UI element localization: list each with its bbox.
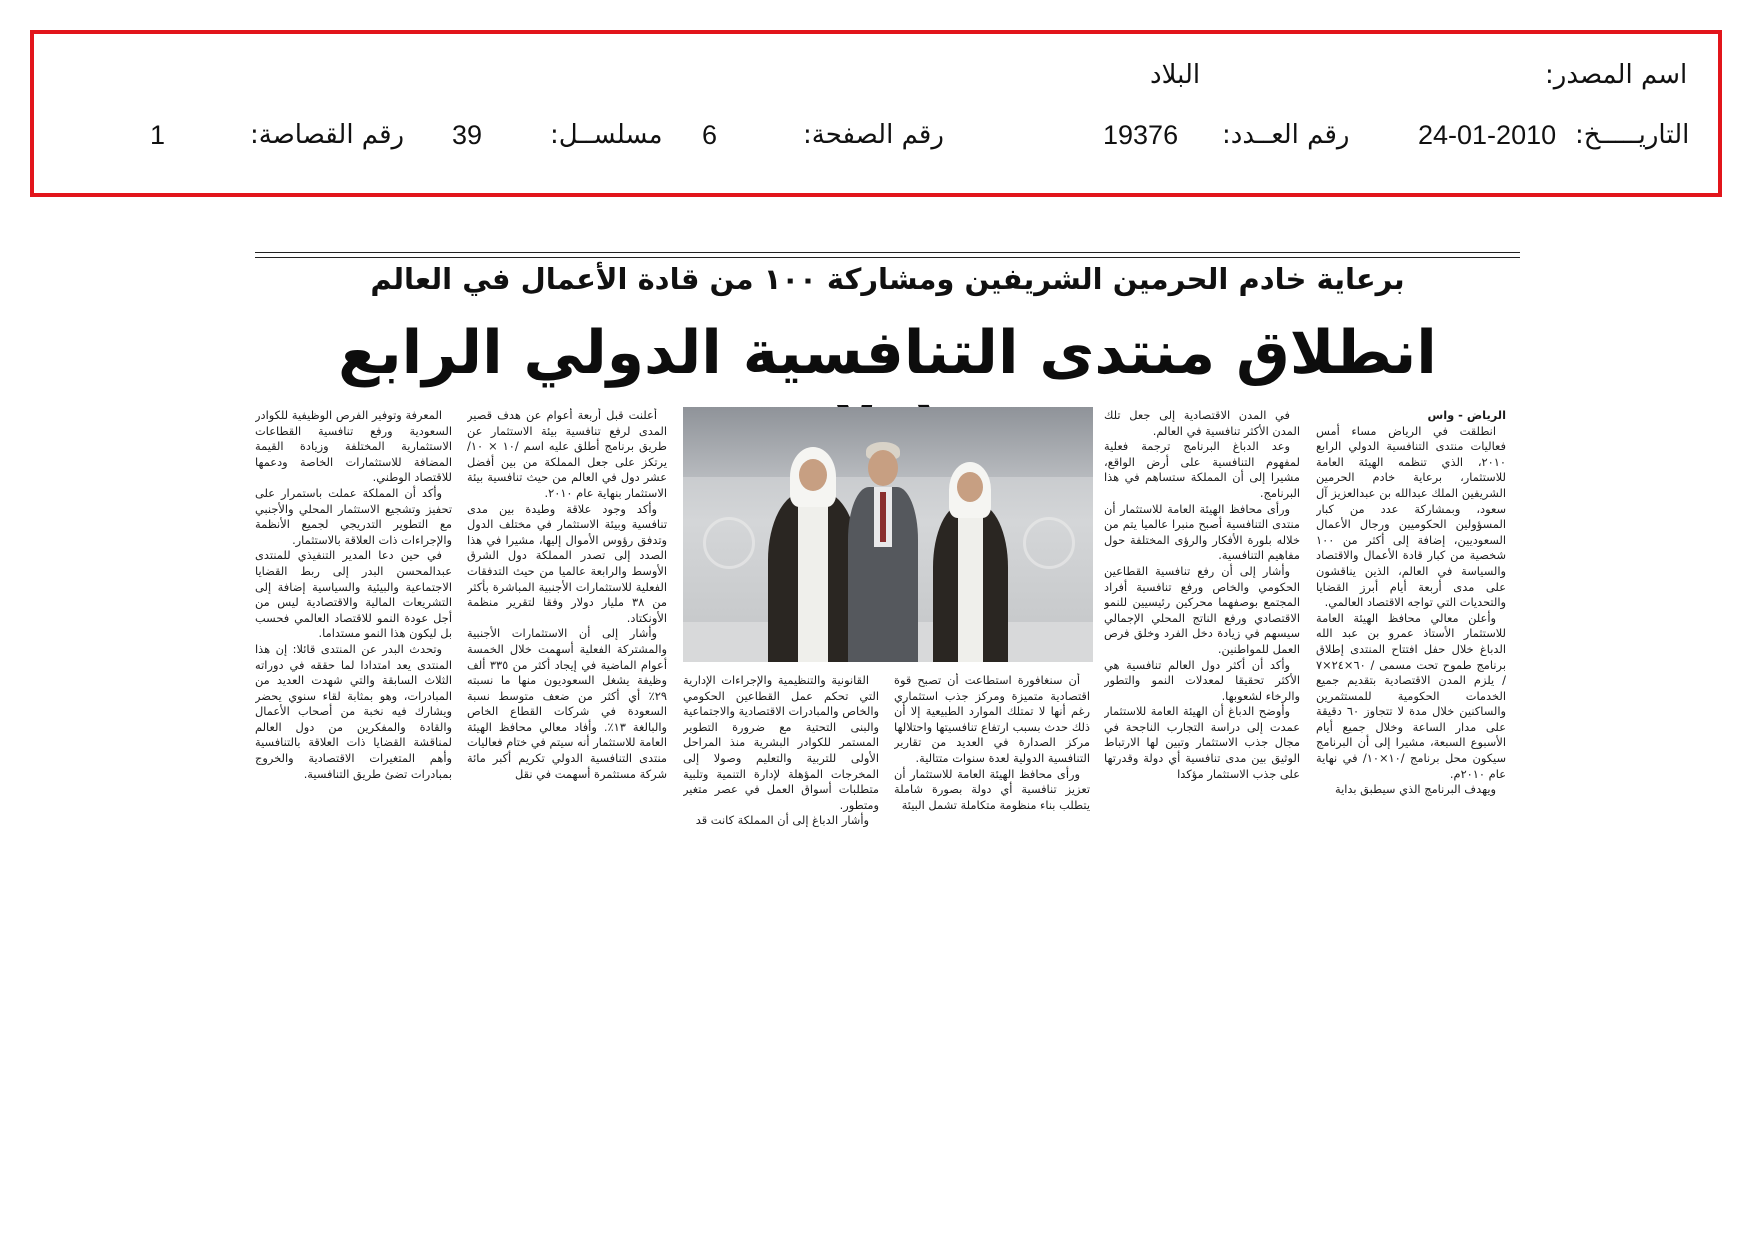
paragraph: وأعلن معالي محافظ الهيئة العامة للاستثمار الأستاذ عمرو بن عبد الله الدباغ خلال حفل افتتاح المنتدى إطلاق برنامج طموح تحت مسمى / ٦٠×٢٤×٧ / يلزم المدن الاقتصادية بتقديم جميع الخدمات الحكومية للمستثمرين والساكنين خلال مدة لا تتجاوز ٦٠ دقيقة على مدار الساعة وخلال جميع أيام الأسبوع السبعة، مشيرا إلى أن البرنامج سيكون محل برنامج /١٠×١٠/ في نهاية عام ٢٠١٠م. bbox=[1316, 610, 1506, 781]
paragraph: في المدن الاقتصادية إلى جعل تلك المدن الأكثر تنافسية في العالم. bbox=[1104, 408, 1300, 438]
paragraph: ويهدف البرنامج الذي سيطبق بداية bbox=[1334, 782, 1496, 797]
paragraph: انطلقت في الرياض مساء أمس فعاليات منتدى التنافسية الدولي الرابع ٢٠١٠، الذي تنظمه الهيئة العامة للاستثمار، برعاية خادم الحرمين الشريفين الملك عبدالله بن عبدالعزيز آل سعود، وبمشاركة عدد من كبار المسؤولين الحكوميين ورجال الأعمال السعوديين، إضافة إلى أكثر من ١٠٠ شخصية من كبار قادة الأعمال والاقتصاد والسياسة في العالم، الذين يناقشون على مدى أربعة أيام أبرز القضايا والتحديات التي تواجه الاقتصاد العالمي. bbox=[1316, 423, 1506, 610]
page-value: 6 bbox=[702, 120, 718, 150]
backdrop-logo bbox=[703, 517, 755, 569]
paragraph: المعرفة وتوفير الفرص الوظيفية للكوادر السعودية ورفع تنافسية القطاعات الاستثمارية المختلفة وزيادة القيمة المضافة للاستثمارات الخاصة ودعمها للاقتصاد الوطني. bbox=[255, 408, 452, 485]
serial-label: مسلســل: bbox=[550, 120, 663, 150]
paragraph: وأشار الدباغ إلى أن المملكة كانت قد bbox=[695, 813, 869, 828]
article-column-3 bbox=[894, 673, 1090, 853]
paragraph: أن سنغافورة استطاعت أن تصبح قوة اقتصادية متميزة ومركز جذب استثماري رغم أنها لا تمتلك الموارد الطبيعية إلا أن ذلك حدث بسبب ارتفاع تنافسيتها واحتلالها مركز الصدارة في العديد من تقارير التنافسية الدولية لعدة سنوات متتالية. bbox=[894, 673, 1090, 765]
page-label: رقم الصفحة: bbox=[803, 120, 944, 150]
paragraph: وأكد أن أكثر دول العالم تنافسية هي الأكثر تحقيقا لمعدلات النمو والتطور والرخاء لشعوبها. bbox=[1104, 657, 1300, 703]
top-rule-thin bbox=[255, 257, 1520, 258]
date-label: التاريـــــخ: bbox=[1575, 120, 1690, 150]
paragraph: وأشار إلى أن رفع تنافسية القطاعين الحكومي والخاص ورفع تنافسية أفراد المجتمع بوصفهما محركين رئيسيين للنمو الاقتصادي ورفع الناتج المحلي الإجمالي سيسهم في زيادة دخل الفرد وخلق فرص العمل للمواطنين. bbox=[1104, 563, 1300, 656]
article-column-1 bbox=[1316, 408, 1506, 853]
paragraph: أعلنت قبل أربعة أعوام عن هدف قصير المدى لرفع تنافسية بيئة الاستثمار عن طريق برنامج أطلق عليه اسم /١٠ × ١٠/ يرتكز على جعل المملكة من بين أفضل عشر دول في العالم من حيث تنافسية بيئة الاستثمار بنهاية عام ٢٠١٠. bbox=[467, 408, 667, 500]
clip-number-value: 1 bbox=[150, 120, 166, 150]
top-rule bbox=[255, 252, 1520, 253]
article-column-5 bbox=[467, 408, 667, 853]
dateline: الرياض - واس bbox=[1427, 408, 1506, 422]
photo-person-right bbox=[933, 462, 1008, 662]
backdrop-logo bbox=[1023, 517, 1075, 569]
source-label: اسم المصدر: bbox=[1545, 60, 1688, 90]
paragraph: وأكد وجود علاقة وطيدة بين مدى تنافسية وبيئة الاستثمار في مختلف الدول وتدفق رؤوس الأموال إليها، مشيرا في هذا الصدد إلى تصدر المملكة دول الشرق الأوسط والرابعة عالميا من حيث التدفقات الفعلية للاستثمارات الأجنبية المباشرة بأكثر من ٣٨ مليار دولار وفقا لتقرير منظمة الأونكتاد. bbox=[467, 501, 667, 625]
paragraph: وأكد أن المملكة عملت باستمرار على تحفيز وتشجيع الاستثمار المحلي والأجنبي مع التطوير التدريجي لجميع الأنظمة والإجراءات ذات العلاقة بالاستثمار. bbox=[255, 485, 452, 547]
article-photo bbox=[683, 407, 1093, 662]
issue-value: 19376 bbox=[1103, 120, 1179, 150]
paragraph: وعد الدباغ البرنامج ترجمة فعلية لمفهوم التنافسية على أرض الواقع، مشيرا إلى أن المملكة ستساهم في هذا البرنامج. bbox=[1104, 439, 1300, 500]
article-column-4 bbox=[683, 673, 879, 853]
article-headline: انطلاق منتدى التنافسية الدولي الرابع bbox=[338, 318, 1437, 388]
serial-value: 39 bbox=[452, 120, 483, 150]
paragraph: وتحدث البدر عن المنتدى قائلا: إن هذا المنتدى يعد امتدادا لما حققه في دوراته الثلاث السابقة والتي شهدت العديد من المبادرات، وهو بمثابة لقاء سنوي يحضر ويشارك فيه نخبة من أصحاب الأعمال والقادة والمفكرين من دول العالم لمناقشة القضايا ذات العلاقة بالتنافسية وأهم المتغيرات الاقتصادية والخروج بمبادرات تضئ طريق التنافسية. bbox=[255, 641, 452, 781]
paragraph: في حين دعا المدير التنفيذي للمنتدى عبدالمحسن البدر إلى ربط القضايا الاجتماعية والبيئية والسياسية إضافة إلى التشريعات المالية والاقتصادية ليس من أجل عودة النمو للاقتصاد العالمي فحسب بل ليكون هذا النمو مستداما. bbox=[255, 548, 452, 641]
clipping-metadata-box bbox=[30, 30, 1722, 197]
date-value: 24-01-2010 bbox=[1418, 120, 1557, 150]
photo-person-left bbox=[768, 447, 858, 662]
clip-number-label: رقم القصاصة: bbox=[250, 120, 405, 150]
paragraph: القانونية والتنظيمية والإجراءات الإدارية التي تحكم عمل القطاعين الحكومي والخاص والمبادرات الاقتصادية والاجتماعية والبنى التحتية مع ضرورة التطوير المستمر للكوادر البشرية منذ المراحل الأولى للتربية والتعليم وصولا إلى المخرجات المؤهلة لإدارة التنمية وتلبية متطلبات أسواق العمل في عصر متغير ومتطور. bbox=[683, 673, 879, 812]
source-value: البلاد bbox=[1150, 60, 1201, 90]
paragraph: وأشار إلى أن الاستثمارات الأجنبية والمشتركة الفعلية أسهمت خلال الخمسة أعوام الماضية في إيجاد أكثر من ٣٣٥ ألف وظيفة يشغل السعوديون منها ما نسبته ٢٩٪ أي أكثر من ضعف متوسط نسبة السعودة في شركات القطاع الخاص والبالغة ١٣٪. وأفاد معالي محافظ الهيئة العامة للاستثمار أنه سيتم في ختام فعاليات منتدى التنافسية الدولي تكريم أكبر مائة شركة مستثمرة أسهمت في نقل bbox=[467, 626, 667, 781]
issue-label: رقم العــدد: bbox=[1222, 120, 1350, 150]
paragraph: وأوضح الدباغ أن الهيئة العامة للاستثمار عمدت إلى دراسة التجارب الناجحة في مجال جذب الاستثمار وتبين لها الارتباط الوثيق بين مدى تنافسية أي دولة وقدرتها على جذب الاستثمار مؤكدا bbox=[1104, 704, 1300, 781]
article-column-2 bbox=[1104, 408, 1300, 853]
article-column-6 bbox=[255, 408, 452, 853]
paragraph: ورأى محافظ الهيئة العامة للاستثمار أن منتدى التنافسية أصبح منبرا عالميا يتم من خلاله بلورة الأفكار والرؤى المختلفة حول مفاهيم التنافسية. bbox=[1104, 501, 1300, 563]
photo-person-center bbox=[848, 442, 918, 662]
paragraph: ورأى محافظ الهيئة العامة للاستثمار أن تعزيز تنافسية أي دولة بصورة شاملة يتطلب بناء منظومة متكاملة تشمل البيئة bbox=[894, 766, 1090, 812]
article-subheadline: برعاية خادم الحرمين الشريفين ومشاركة ١٠٠ من قادة الأعمال في العالم bbox=[370, 262, 1405, 296]
